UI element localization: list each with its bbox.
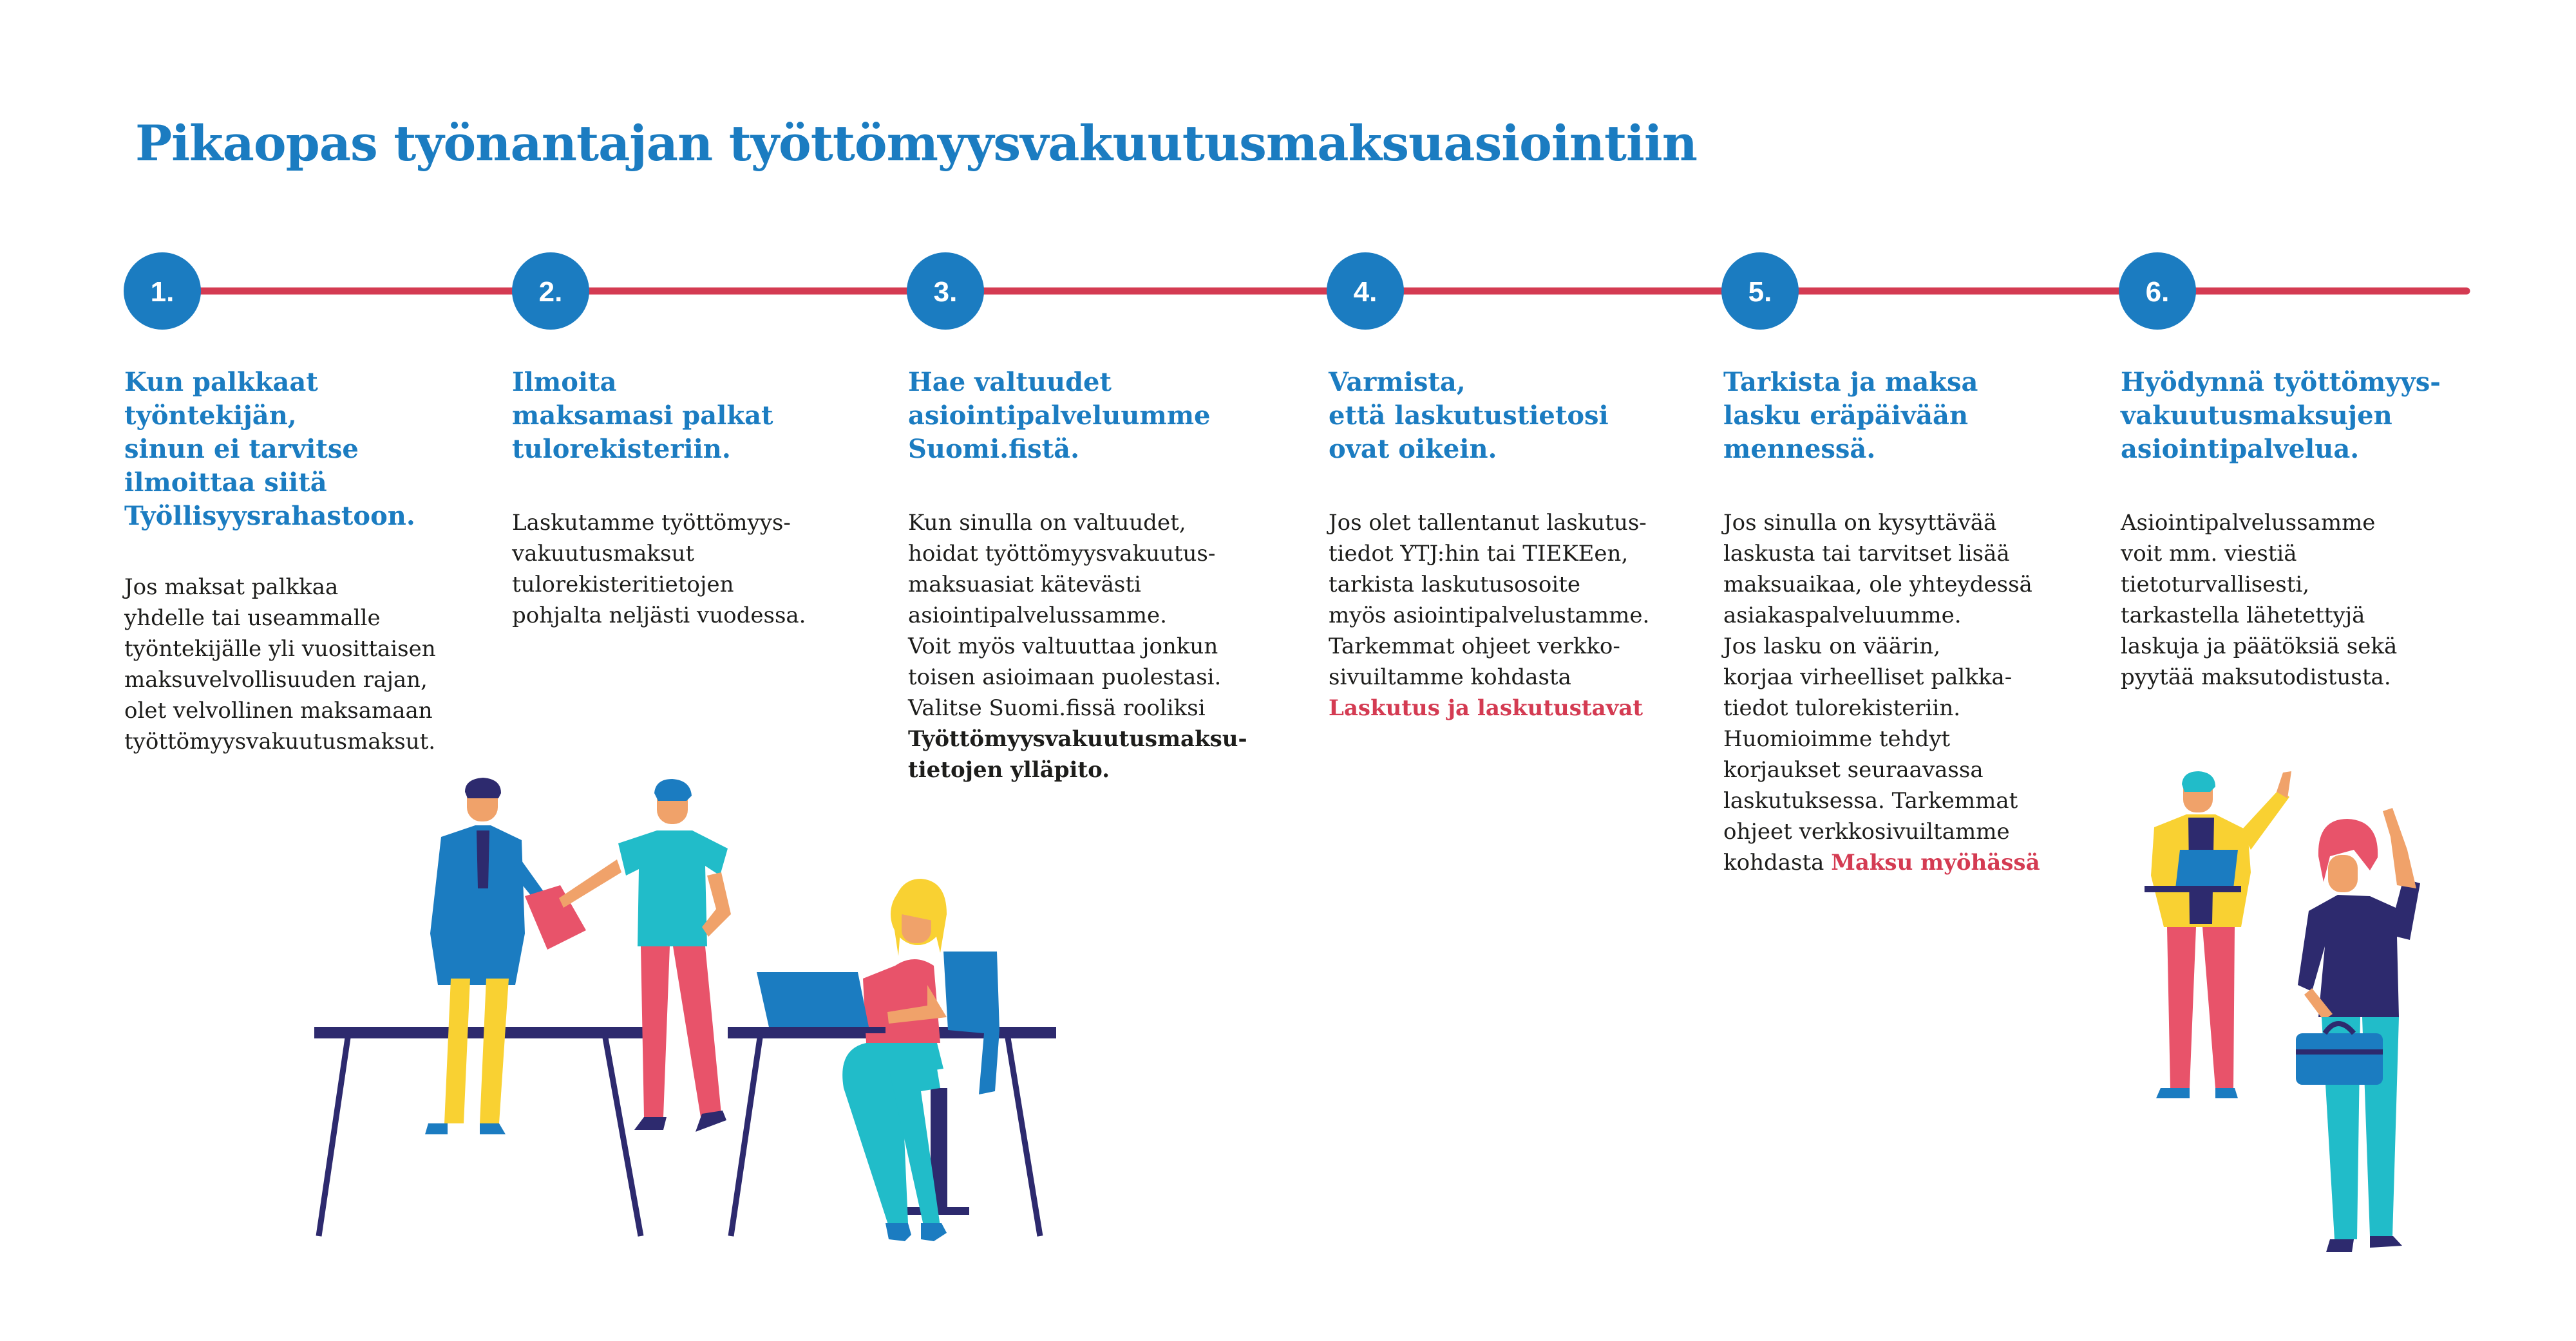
- step-2-heading: Ilmoita maksamasi palkat tulorekisteriin.: [512, 367, 773, 464]
- svg-text:2.: 2.: [538, 276, 563, 308]
- woman-with-laptop-illustration: [757, 879, 999, 1241]
- late-payment-link[interactable]: Maksu myöhässä: [1831, 850, 2040, 876]
- page-title: Pikaopas työnantajan työttömyysvakuutusmaksuasiointiin: [135, 115, 1698, 172]
- svg-text:4.: 4.: [1353, 276, 1378, 308]
- step-3-heading: Hae valtuudet asiointipalveluumme Suomi.fistä.: [908, 367, 1211, 464]
- svg-text:1.: 1.: [150, 276, 175, 308]
- man-teal-shirt-illustration: [559, 779, 731, 1132]
- step-4-body: Jos olet tallentanut laskutus- tiedot YTJ:hin tai TIEKEen, tarkista laskutusosoite myös asiointipalvelustamme. Tarkemmat ohjeet verkko- sivuiltamme kohdasta Laskutus ja laskutustavat: [1329, 507, 1649, 724]
- step-6-heading: Hyödynnä työttömyys- vakuutusmaksujen asiointipalvelua.: [2121, 367, 2441, 464]
- step-3-body: Kun sinulla on valtuudet, hoidat työttömyysvakuutus- maksuasiat kätevästi asiointipalvelussamme. Voit myös valtuuttaa jonkun toisen asioimaan puolestasi. Valitse Suomi.fissä rooliksi Työttömyysvakuutusmaksu- tietojen ylläpito.: [908, 507, 1247, 785]
- step-5-heading: Tarkista ja maksa lasku eräpäivään mennessä.: [1723, 367, 1978, 464]
- step-4-heading: Varmista, että laskutustietosi ovat oikein.: [1329, 367, 1609, 464]
- role-name-continued: tietojen ylläpito.: [908, 757, 1110, 783]
- step-5-body: Jos sinulla on kysyttävää laskusta tai tarvitset lisää maksuaikaa, ole yhteydessä asiakaspalveluumme. Jos lasku on väärin, korjaa virheelliset palkka- tiedot tulorekisteriin. Huomioimme tehdyt korjaukset seuraavassa laskutuksessa. Tarkemmat ohjeet verkkosivuiltamme kohdasta Maksu myöhässä: [1723, 510, 2040, 876]
- man-yellow-jacket-illustration: [2145, 771, 2291, 1098]
- step-1-body: Jos maksat palkkaa yhdelle tai useammalle työntekijälle yli vuosittaisen maksuvelvollisuuden rajan, olet velvollinen maksamaan työttömyysvakuutusmaksut.: [124, 574, 436, 755]
- step-1-heading: Kun palkkaat työntekijän, sinun ei tarvitse ilmoittaa siitä Työllisyysrahastoon.: [124, 367, 415, 531]
- svg-text:3.: 3.: [933, 276, 958, 308]
- billing-link[interactable]: Laskutus ja laskutustavat: [1329, 695, 1643, 721]
- role-name: Työttömyysvakuutusmaksu-: [908, 726, 1247, 752]
- step-2-body: Laskutamme työttömyys- vakuutusmaksut tulorekisteritietojen pohjalta neljästi vuodessa.: [512, 510, 806, 628]
- man-in-suit-illustration: [425, 778, 551, 1134]
- woman-with-briefcase-illustration: [2296, 808, 2420, 1252]
- svg-text:6.: 6.: [2145, 276, 2170, 308]
- svg-text:5.: 5.: [1748, 276, 1772, 308]
- step-6-body: Asiointipalvelussamme voit mm. viestiä tietoturvallisesti, tarkastella lähetettyjä laskuja ja päätöksiä sekä pyytää maksutodistusta.: [2121, 510, 2398, 690]
